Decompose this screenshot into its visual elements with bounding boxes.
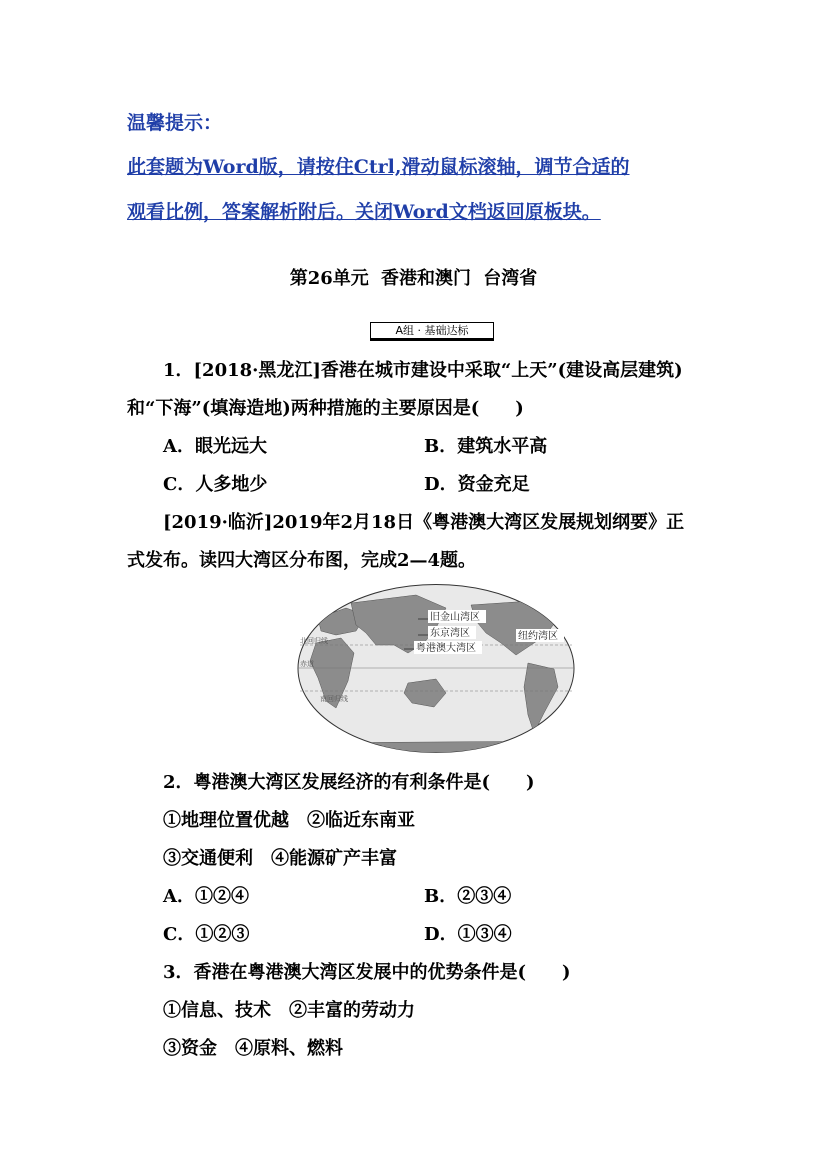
q2-option-a: A．①②④ — [163, 886, 249, 907]
tip-line-1[interactable]: 此套题为Word版，请按住Ctrl,滑动鼠标滚轴，调节合适的 — [127, 156, 630, 178]
q2-option-d: D．①③④ — [424, 924, 512, 945]
intro-line-1: [2019·临沂]2019年2月18日《粤港澳大湾区发展规划纲要》正 — [163, 512, 685, 533]
section-badge: A组 · 基础达标 — [370, 322, 494, 341]
map-label-tropic-capricorn: 南回归线 — [320, 695, 348, 703]
map-land-antarctica — [296, 741, 576, 754]
bay-area-world-map — [296, 583, 576, 754]
q3-items-line-2: ③资金 ④原料、燃料 — [163, 1038, 343, 1059]
tip-title: 温馨提示： — [127, 112, 223, 134]
q1-stem-line-2: 和“下海”(填海造地)两种措施的主要原因是( ) — [127, 398, 524, 419]
q1-stem-line-1: 1．[2018·黑龙江]香港在城市建设中采取“上天”(建设高层建筑) — [163, 360, 683, 381]
q2-stem: 2．粤港澳大湾区发展经济的有利条件是( ) — [163, 772, 535, 793]
map-label-sf: 旧金山湾区 — [430, 612, 480, 623]
q2-items-line-2: ③交通便利 ④能源矿产丰富 — [163, 848, 397, 869]
map-label-gba: 粤港澳大湾区 — [416, 643, 476, 654]
q2-items-line-1: ①地理位置优越 ②临近东南亚 — [163, 810, 415, 831]
map-label-tropic-cancer: 北回归线 — [300, 637, 328, 645]
unit-title: 第26单元 香港和澳门 台湾省 — [289, 268, 538, 289]
q2-option-b: B．②③④ — [424, 886, 512, 907]
q1-option-b: B．建筑水平高 — [424, 436, 548, 457]
tip-line-2[interactable]: 观看比例，答案解析附后。关闭Word文档返回原板块。 — [127, 201, 601, 223]
map-label-equator: 赤道 — [300, 660, 314, 668]
q3-stem: 3．香港在粤港澳大湾区发展中的优势条件是( ) — [163, 962, 571, 983]
q1-option-d: D．资金充足 — [424, 474, 530, 495]
intro-line-2: 式发布。读四大湾区分布图，完成2—4题。 — [127, 550, 477, 571]
map-label-ny: 纽约湾区 — [518, 631, 558, 642]
q1-option-a: A．眼光远大 — [163, 436, 267, 457]
q3-items-line-1: ①信息、技术 ②丰富的劳动力 — [163, 1000, 415, 1021]
q2-option-c: C．①②③ — [163, 924, 250, 945]
q1-option-c: C．人多地少 — [163, 474, 268, 495]
map-label-tokyo: 东京湾区 — [430, 628, 470, 639]
